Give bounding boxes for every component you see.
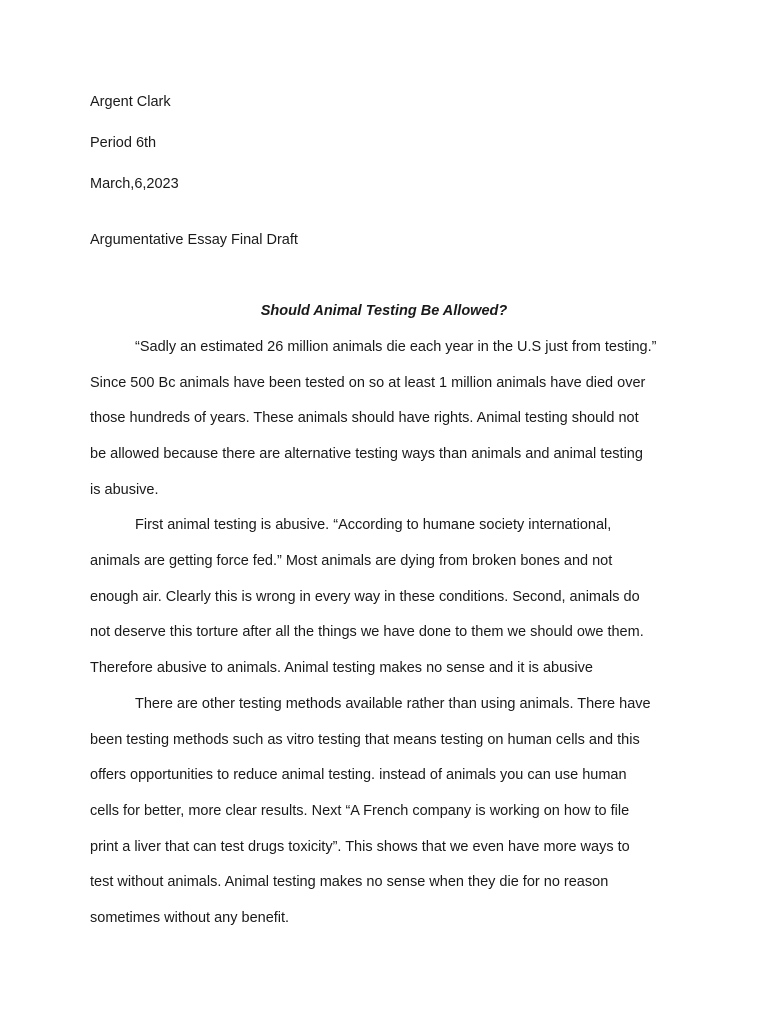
paragraph-line: Therefore abusive to animals. Animal testing makes no sense and it is abusive — [90, 660, 593, 676]
paragraph-line: is abusive. — [90, 482, 159, 498]
paragraph-line: be allowed because there are alternative testing ways than animals and animal testing — [90, 446, 643, 462]
paragraph-line: First animal testing is abusive. “According to humane society international, — [135, 517, 612, 533]
paragraph-line: There are other testing methods available rather than using animals. There have — [135, 696, 651, 712]
essay-date: March,6,2023 — [90, 176, 179, 192]
paragraph-line: enough air. Clearly this is wrong in every way in these conditions. Second, animals do — [90, 589, 640, 605]
paragraph-line: animals are getting force fed.” Most animals are dying from broken bones and not — [90, 553, 613, 569]
paragraph-line: “Sadly an estimated 26 million animals die each year in the U.S just from testing.” — [135, 339, 657, 355]
paragraph-line: sometimes without any benefit. — [90, 910, 290, 926]
paragraph-line: those hundreds of years. These animals should have rights. Animal testing should not — [90, 410, 639, 426]
paragraph-line: test without animals. Animal testing makes no sense when they die for no reason — [90, 874, 609, 890]
paragraph-line: print a liver that can test drugs toxicity”. This shows that we even have more ways to — [90, 839, 630, 855]
paragraph-line: Since 500 Bc animals have been tested on so at least 1 million animals have died over — [90, 375, 646, 391]
assignment-label: Argumentative Essay Final Draft — [90, 232, 298, 248]
class-period: Period 6th — [90, 135, 157, 151]
paragraph-line: been testing methods such as vitro testing that means testing on human cells and this — [90, 732, 640, 748]
paragraph-line: cells for better, more clear results. Next “A French company is working on how to file — [90, 803, 630, 819]
essay-title: Should Animal Testing Be Allowed? — [260, 303, 508, 319]
author-name: Argent Clark — [90, 94, 171, 110]
paragraph-line: offers opportunities to reduce animal testing. instead of animals you can use human — [90, 767, 627, 783]
paragraph-line: not deserve this torture after all the things we have done to them we should owe them. — [90, 624, 644, 640]
